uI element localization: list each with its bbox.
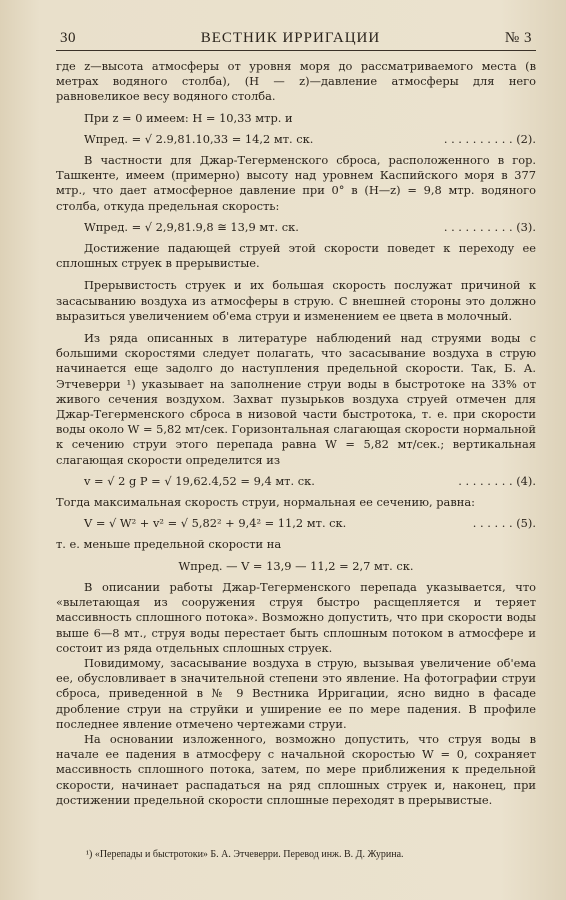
equation-6: Wпред. — V = 13,9 — 11,2 = 2,7 мт. ск. [178,558,414,573]
paragraph: Тогда максимальная скорость струи, нормальная ее сечению, равна: [56,495,475,510]
paragraph: Из ряда описанных в литературе наблюдений над струями воды с большими скоростями следует полагать, что засасывание воздуха в струю начинается еще задолго до наступления предельной скорости. Так, Б. А. Этчеверри ¹) указывает на заполнение струи воды в быстротоке на 33% от живого сечения воздухом. Захват пузырьков воздуха струей отмечен для Джар-Тегерменского сброса в низовой части быстротока, т. е. при скорости воды около W = 5,82 мт/сек. Горизонтальная слагающая скорости нормальной к сечению струи этого перепада равна W = 5,82 мт/сек.; вертикальная слагающая скорости определится из [56,331,536,467]
equation-body: Wпред. = √ 2.9,81.10,33 = 14,2 мт. ск. [84,131,314,146]
paragraph: В частности для Джар-Тегерменского сброса, расположенного в гор. Ташкенте, имеем (примерно) высоту над уровнем Каспийского моря в 377 мтр., что дает атмосферное давление при 0° в (H—z) = 9,8 мтр. водяного столба, откуда предельная скорость: [56,153,536,213]
paragraph: В описании работы Джар-Тегерменского перепада указывается, что «вылетающая из сооружения струя быстро расщепляется и теряет массивность сплошного потока». Возможно допустить, что при скорости воды выше 6—8 мт., струя воды перестает быть сплошным потоком в атмосфере и состоит из ряда отдельных сплошных струек. [56,579,536,655]
equation-body: v = √ 2 g P = √ 19,62.4,52 = 9,4 мт. ск. [84,473,315,488]
footnote: ¹) «Перепады и быстротоки» Б. А. Этчеверри. Перевод инж. В. Д. Журина. [86,849,404,860]
equation-2 [56,132,536,147]
equation-number: . . . . . . . . (4). [458,473,536,488]
paragraph: т. е. меньше предельной скорости на [56,537,282,552]
equation-number: . . . . . . . . . . (3). [443,219,536,234]
paragraph: На основании изложенного, возможно допустить, что струя воды в начале ее падения в атмосферу с начальной скоростью W = 0, сохраняет массивность сплошного потока, затем, по мере приближения к предельной скорости, начинает распадаться на ряд сплошных струек и, наконец, при достижении предельной скорости сплошные переходят в прерывистые. [56,731,536,807]
equation-number: . . . . . . (5). [472,516,536,531]
equation-3 [56,220,536,235]
paragraph: Повидимому, засасывание воздуха в струю, вызывая увеличение об'ема ее, обусловливает в значительной степени это явление. На фотографии струи сброса, приведенной в № 9 Вестника Ирригации, ясно видно в фасаде дробление струи на струйки и уширение ее по мере падения. В профиле последнее явление отмечено чертежами струи. [56,655,536,731]
equation-number: . . . . . . . . . . (2). [443,131,536,146]
running-header [56,30,536,51]
equation-body: Wпред. = √ 2,9,81.9,8 ≅ 13,9 мт. ск. [84,219,299,234]
paragraph: Прерывистость струек и их большая скорость послужат причиной к засасыванию воздуха из атмосферы в струю. С внешней стороны это должно выразиться увеличением об'ема струи и изменением ее цвета в молочный. [56,278,536,323]
journal-title: ВЕСТНИК ИРРИГАЦИИ [200,30,381,46]
issue-number: № 3 [504,30,532,46]
paragraph: Достижение падающей струей этой скорости поведет к переходу ее сплошных струек в прерывистые. [56,241,536,271]
page-number: 30 [60,30,76,46]
equation-4 [56,474,536,489]
equation-line: При z = 0 имеем: H = 10,33 мтр. и [84,110,293,125]
equation-body: V = √ W² + v² = √ 5,82² + 9,4² = 11,2 мт. ск. [84,516,347,531]
paragraph: где z—высота атмосферы от уровня моря до рассматриваемого места (в метрах водяного столба), (H — z)—давление атмосферы для него равновеликое весу водяного столба. [56,59,536,104]
equation-5 [56,516,536,531]
